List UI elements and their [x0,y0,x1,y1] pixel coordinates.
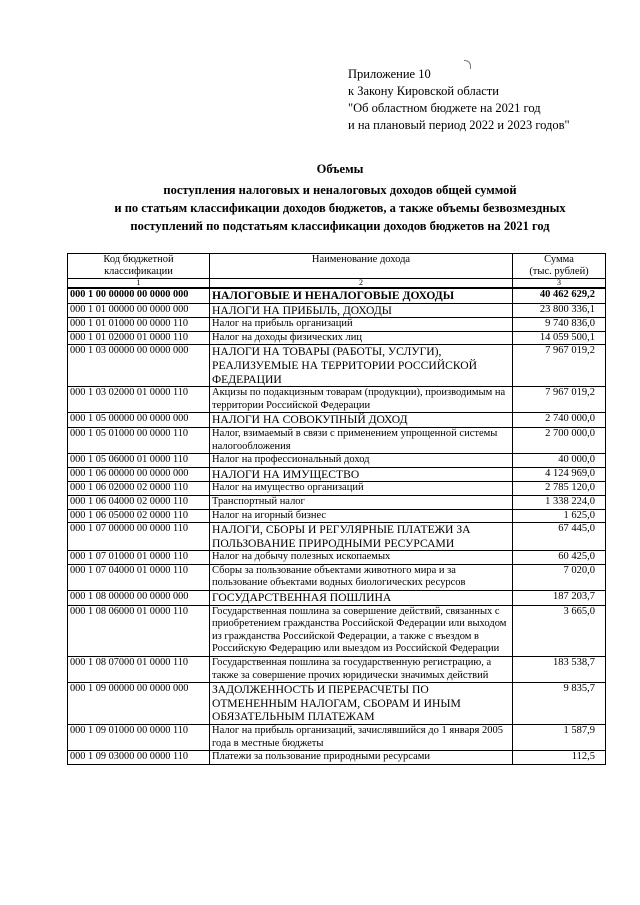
code-cell: 000 1 06 02000 02 0000 110 [68,482,210,496]
name-cell: ГОСУДАРСТВЕННАЯ ПОШЛИНА [210,591,513,606]
table-row [68,751,606,765]
code-cell: 000 1 09 00000 00 0000 000 [68,683,210,725]
header-amount-line1: Сумма [544,254,574,265]
title-line: Объемы [316,162,364,176]
column-number: 1 [68,279,210,289]
amount-cell: 7 967 019,2 [513,387,606,413]
header-name: Наименование дохода [210,254,513,279]
name-cell: Налог на прибыль организаций, зачислявшийся до 1 января 2005 года в местные бюджеты [210,725,513,751]
table-header-row [68,254,606,279]
appendix-header [348,66,570,134]
table-row [68,551,606,565]
title-line: и по статьям классификации доходов бюджетов, а также объемы безвозмездных [114,201,566,215]
code-cell: 000 1 09 01000 00 0000 110 [68,725,210,751]
amount-cell: 60 425,0 [513,551,606,565]
header-code-line2: классификации [104,266,173,277]
name-cell: Сборы за пользование объектами животного мира и за пользование объектами водных биологических ресурсов [210,564,513,590]
table-row [68,413,606,428]
name-cell: Налог на доходы физических лиц [210,331,513,345]
code-cell: 000 1 06 00000 00 0000 000 [68,467,210,482]
amount-cell: 2 740 000,0 [513,413,606,428]
name-cell: ЗАДОЛЖЕННОСТЬ И ПЕРЕРАСЧЕТЫ ПО ОТМЕНЕННЫМ НАЛОГАМ, СБОРАМ И ИНЫМ ОБЯЗАТЕЛЬНЫМ ПЛАТЕЖАМ [210,683,513,725]
code-cell: 000 1 05 01000 00 0000 110 [68,427,210,453]
column-number-row [68,279,606,289]
amount-cell: 23 800 336,1 [513,303,606,318]
amount-cell: 1 587,9 [513,725,606,751]
amount-cell: 183 538,7 [513,657,606,683]
amount-cell: 40 000,0 [513,454,606,468]
table-row [68,509,606,523]
name-cell: НАЛОГОВЫЕ И НЕНАЛОГОВЫЕ ДОХОДЫ [210,288,513,303]
name-cell: Налог на имущество организаций [210,482,513,496]
code-cell: 000 1 03 00000 00 0000 000 [68,345,210,387]
name-cell: Акцизы по подакцизным товарам (продукции), производимым на территории Российской Федерации [210,387,513,413]
code-cell: 000 1 05 00000 00 0000 000 [68,413,210,428]
name-cell: Налог на игорный бизнес [210,509,513,523]
table-row [68,605,606,656]
table-row [68,523,606,551]
table-row [68,303,606,318]
column-number: 3 [513,279,606,289]
amount-cell: 112,5 [513,751,606,765]
revenue-table [67,253,606,765]
amount-cell: 4 124 969,0 [513,467,606,482]
name-cell: Налог на добычу полезных ископаемых [210,551,513,565]
code-cell: 000 1 08 00000 00 0000 000 [68,591,210,606]
name-cell: Государственная пошлина за совершение действий, связанных с приобретением гражданства Российской Федерации или выходом из гражданства Российской Федерации, а также с въездом в Российскую Федерацию или выездом из Российской Федерации [210,605,513,656]
name-cell: НАЛОГИ НА СОВОКУПНЫЙ ДОХОД [210,413,513,428]
table-row [68,564,606,590]
table-row [68,591,606,606]
name-cell: Транспортный налог [210,495,513,509]
name-cell: НАЛОГИ НА ТОВАРЫ (РАБОТЫ, УСЛУГИ), РЕАЛИЗУЕМЫЕ НА ТЕРРИТОРИИ РОССИЙСКОЙ ФЕДЕРАЦИИ [210,345,513,387]
column-number: 2 [210,279,513,289]
table-row [68,331,606,345]
table-row [68,427,606,453]
name-cell: Налог на профессиональный доход [210,454,513,468]
code-cell: 000 1 01 02000 01 0000 110 [68,331,210,345]
table-row [68,318,606,332]
table-row [68,482,606,496]
table-row [68,387,606,413]
name-cell: НАЛОГИ, СБОРЫ И РЕГУЛЯРНЫЕ ПЛАТЕЖИ ЗА ПОЛЬЗОВАНИЕ ПРИРОДНЫМИ РЕСУРСАМИ [210,523,513,551]
code-cell: 000 1 06 04000 02 0000 110 [68,495,210,509]
amount-cell: 2 785 120,0 [513,482,606,496]
amount-cell: 1 338 224,0 [513,495,606,509]
header-amount-line2: (тыс. рублей) [529,266,589,277]
table-row [68,683,606,725]
header-code-line1: Код бюджетной [103,254,174,265]
name-cell: Налог на прибыль организаций [210,318,513,332]
title-line: поступлений по подстатьям классификации доходов бюджетов на 2021 год [130,219,550,233]
amount-cell: 1 625,0 [513,509,606,523]
table-row [68,454,606,468]
header-code [68,254,210,279]
name-cell: Налог, взимаемый в связи с применением упрощенной системы налогообложения [210,427,513,453]
code-cell: 000 1 07 04000 01 0000 110 [68,564,210,590]
title-line: поступления налоговых и неналоговых доходов общей суммой [163,183,517,197]
code-cell: 000 1 00 00000 00 0000 000 [68,288,210,303]
code-cell: 000 1 06 05000 02 0000 110 [68,509,210,523]
amount-cell: 67 445,0 [513,523,606,551]
header-amount [513,254,606,279]
amount-cell: 14 059 500,1 [513,331,606,345]
name-cell: НАЛОГИ НА ИМУЩЕСТВО [210,467,513,482]
code-cell: 000 1 01 00000 00 0000 000 [68,303,210,318]
table-row [68,657,606,683]
amount-cell: 7 020,0 [513,564,606,590]
amount-cell: 9 740 836,0 [513,318,606,332]
table-row [68,345,606,387]
appendix-line: Приложение 10 [348,67,431,81]
appendix-line: "Об областном бюджете на 2021 год [348,101,541,115]
document-title [60,160,620,235]
name-cell: Платежи за пользование природными ресурсами [210,751,513,765]
code-cell: 000 1 07 01000 01 0000 110 [68,551,210,565]
amount-cell: 2 700 000,0 [513,427,606,453]
amount-cell: 187 203,7 [513,591,606,606]
amount-cell: 7 967 019,2 [513,345,606,387]
code-cell: 000 1 09 03000 00 0000 110 [68,751,210,765]
name-cell: Государственная пошлина за государственную регистрацию, а также за совершение прочих юридически значимых действий [210,657,513,683]
code-cell: 000 1 03 02000 01 0000 110 [68,387,210,413]
name-cell: НАЛОГИ НА ПРИБЫЛЬ, ДОХОДЫ [210,303,513,318]
appendix-line: и на плановый период 2022 и 2023 годов" [348,118,570,132]
amount-cell: 3 665,0 [513,605,606,656]
amount-cell: 9 835,7 [513,683,606,725]
table-row [68,288,606,303]
table-row [68,467,606,482]
code-cell: 000 1 01 01000 00 0000 110 [68,318,210,332]
appendix-line: к Закону Кировской области [348,84,499,98]
table-row [68,725,606,751]
code-cell: 000 1 08 07000 01 0000 110 [68,657,210,683]
table-row [68,495,606,509]
amount-cell: 40 462 629,2 [513,288,606,303]
code-cell: 000 1 05 06000 01 0000 110 [68,454,210,468]
code-cell: 000 1 08 06000 01 0000 110 [68,605,210,656]
code-cell: 000 1 07 00000 00 0000 110 [68,523,210,551]
